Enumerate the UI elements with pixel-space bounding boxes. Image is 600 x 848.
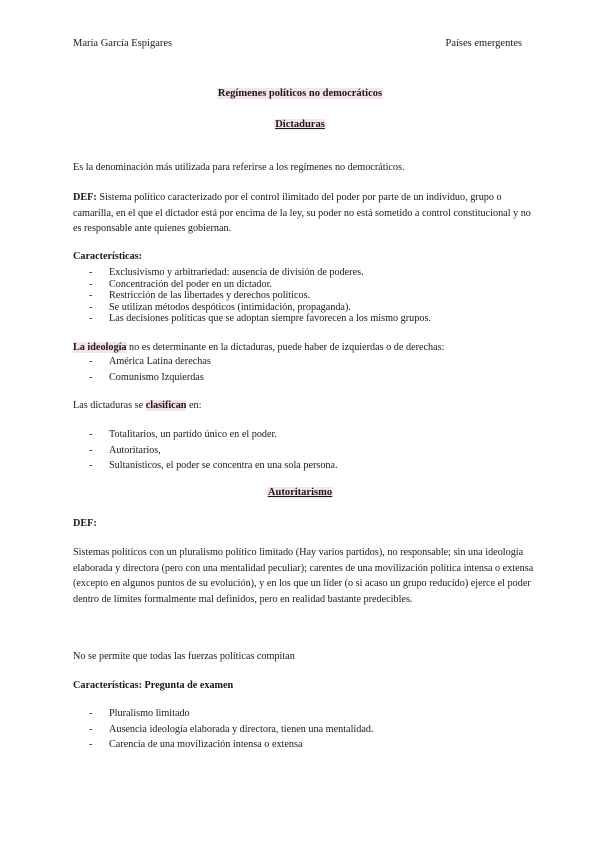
list-item: - Las decisiones políticas que se adoptan siempre favorecen a los mismo grupos. <box>89 313 431 325</box>
def-label: DEF: <box>73 192 97 203</box>
autoritarismo-caracteristicas-list <box>89 706 373 753</box>
list-item: - Pluralismo limitado <box>89 706 373 722</box>
list-item: - Autoritarios, <box>89 443 338 459</box>
dictaduras-intro: Es la denominación más utilizada para referirse a los regímenes no democráticos. <box>73 162 405 173</box>
list-item: - Ausencia ideología elaborada y directora, tienen una mentalidad. <box>89 722 373 738</box>
list-item: - Comunismo Izquierdas <box>89 370 211 386</box>
list-item: - Carencia de una movilización intensa o extensa <box>89 737 373 753</box>
autoritarismo-definition: Sistemas políticos con un pluralismo político limitado (Hay varios partidos), no responsable; sin una ideología elaborada y directora (pero con una mentalidad peculiar); carentes de una movilización política intensa o extensa (excepto en algunos puntos de su evolución), y en los que un líder (o si acaso un grupo reducido) ejerce el poder dentro de límites formalmente mal definidos, pero en realidad bastante predecibles. <box>73 547 534 605</box>
list-item: - América Latina derechas <box>89 354 211 370</box>
dictaduras-definition <box>73 190 535 237</box>
list-item: - Exclusivismo y arbitrariedad: ausencia de división de poderes. <box>89 267 431 279</box>
header-author: María García Espigares <box>73 38 173 49</box>
section-title-autoritarismo: Autoritarismo <box>267 487 333 498</box>
list-item: - Restricción de las libertades y derechos políticos. <box>89 290 431 302</box>
caracteristicas-heading: Características: <box>73 251 143 262</box>
header-subject: Países emergentes <box>445 38 522 49</box>
section-title-dictaduras: Dictaduras <box>275 119 325 130</box>
autoritarismo-note: No se permite que todas las fuerzas políticas compitan <box>73 651 295 662</box>
clasifican-label: clasifican <box>145 400 187 411</box>
clasificacion-list <box>89 427 338 474</box>
def-text: Sistema político caracterizado por el control ilimitado del poder por parte de un individuo, grupo o camarilla, en el que el dictador está por encima de la ley, su poder no está sometido a control constitucional y no es responsable ante quienes gobiernan. <box>73 192 531 234</box>
ideologia-list <box>89 354 211 385</box>
list-item: - Sultanísticos, el poder se concentra en una sola persona. <box>89 458 338 474</box>
ideologia-paragraph: La ideología no es determinante en la dictaduras, puede haber de izquierdas o de derechas: <box>73 342 445 353</box>
caracteristicas-list <box>89 267 431 325</box>
ideologia-label: La ideología <box>73 342 127 353</box>
list-item: - Concentración del poder en un dictador. <box>89 279 431 291</box>
list-item: - Se utilizan métodos despóticos (intimidación, propaganda). <box>89 302 431 314</box>
main-title: Regímenes políticos no democráticos <box>217 88 383 99</box>
autoritarismo-caracteristicas-heading: Características: Pregunta de examen <box>73 680 234 691</box>
autoritarismo-def-heading: DEF: <box>73 518 97 529</box>
clasifican-paragraph: Las dictaduras se clasifican en: <box>73 400 202 411</box>
list-item: - Totalitarios, un partido único en el poder. <box>89 427 338 443</box>
